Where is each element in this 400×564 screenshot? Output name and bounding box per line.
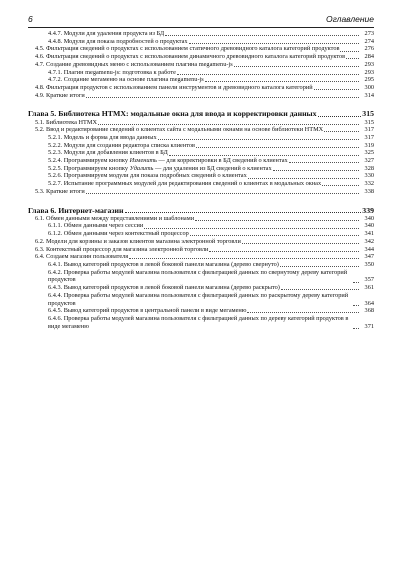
toc-page-number: 344 <box>364 245 374 253</box>
toc-entry[interactable] <box>28 180 374 188</box>
toc-entry-title: 4.4.7. Модули для удаления продукта из БД <box>48 30 165 37</box>
toc-entry-title: 4.4.8. Модули для показа подробностей о продуктах <box>48 37 188 45</box>
dot-leader <box>318 116 362 117</box>
toc-entry[interactable] <box>28 230 374 238</box>
toc-entry[interactable] <box>28 61 374 69</box>
toc-entry-title: 4.7.2. Создание мегаменю на основе плагина megamenu-js <box>48 76 204 84</box>
toc-entry[interactable] <box>28 284 374 292</box>
toc-page-number: 328 <box>364 164 374 172</box>
dot-leader <box>248 178 359 179</box>
dot-leader <box>158 139 359 140</box>
toc-page-number: 340 <box>364 222 374 230</box>
toc-page-number: 274 <box>364 37 374 45</box>
toc-page-number: 293 <box>364 60 374 68</box>
toc-entry-title <box>48 165 272 173</box>
table-of-contents <box>28 30 374 330</box>
toc-entry[interactable] <box>28 30 374 38</box>
dot-leader <box>281 289 359 290</box>
toc-page-number: 317 <box>364 126 374 134</box>
toc-entry-title: 4.7. Создание древовидных меню с использованием плагина megamenu-js <box>35 60 233 68</box>
toc-entry-title: 5.2.6. Программируем модули для показа подробных сведений о клиентах <box>48 172 247 180</box>
dot-leader <box>324 131 359 132</box>
dot-leader <box>289 162 359 163</box>
toc-entry[interactable] <box>28 307 374 315</box>
toc-entry-title: 6.4.6. Проверка работы модулей магазина пользователя с фильтрацией данных по дереву категорий продуктов в виде мегаменю <box>48 314 349 330</box>
dot-leader <box>273 170 359 171</box>
toc-entry[interactable] <box>28 134 374 142</box>
toc-entry-title: 5.2. Ввод и редактирование сведений о клиентах сайта с модальными окнами на основе библиотеки HTMX <box>35 126 324 134</box>
dot-leader <box>190 235 359 236</box>
toc-entry[interactable] <box>28 188 374 196</box>
dot-leader <box>86 97 359 98</box>
toc-entry[interactable] <box>28 119 374 127</box>
toc-entry-title-part: — для корректировки в БД сведений о клиентах <box>156 157 288 165</box>
toc-entry-title: 5.3. Краткие итоги <box>35 187 85 195</box>
toc-entry-title: 6.1.2. Обмен данными через контекстный процессор <box>48 230 189 238</box>
toc-entry-title: 5.2.3. Модули для добавления клиентов в БД <box>48 149 168 157</box>
toc-entry-title: 6.4.4. Проверка работы модулей магазина пользователя с фильтрацией данных по раскрытому дереву категорий продуктов <box>48 291 349 307</box>
toc-entry[interactable] <box>28 157 374 165</box>
toc-entry[interactable] <box>28 261 374 269</box>
toc-entry-title: 5.2.1. Модель и форма для ввода данных <box>48 133 157 141</box>
toc-entry-title: 6.2. Модели для корзины и заказов клиентов магазина электронной торговли <box>35 237 241 245</box>
dot-leader <box>165 35 359 36</box>
toc-entry[interactable] <box>28 215 374 223</box>
toc-entry-title: 6.1.1. Обмен данными через сессии <box>48 222 144 230</box>
toc-entry-button-name: Удалить <box>129 164 154 172</box>
toc-page-number: 319 <box>364 141 374 149</box>
running-section-title: Оглавление <box>325 14 374 24</box>
toc-entry[interactable] <box>28 172 374 180</box>
dot-leader <box>129 258 359 259</box>
page-number: 6 <box>28 14 33 24</box>
toc-entry-title: 5.2.7. Испытание программных модулей для редактирования сведений о клиентах в модальных окнах <box>48 180 322 188</box>
toc-entry[interactable] <box>28 165 374 173</box>
toc-entry[interactable] <box>28 315 374 330</box>
toc-chapter-heading[interactable] <box>28 109 374 118</box>
toc-page-number: 342 <box>364 237 374 245</box>
toc-page-number: 339 <box>362 205 374 215</box>
toc-page-number: 364 <box>364 299 374 307</box>
toc-entry-title: 4.7.1. Плагин megamenu-js: подготовка к работе <box>48 68 176 76</box>
toc-entry[interactable] <box>28 69 374 77</box>
toc-entry-title: 5.2.2. Модули для создания редактора списка клиентов <box>48 141 196 149</box>
toc-page-number: 371 <box>364 322 374 330</box>
toc-page-number: 284 <box>364 53 374 61</box>
toc-entry[interactable] <box>28 76 374 84</box>
dot-leader <box>86 193 359 194</box>
toc-entry[interactable] <box>28 45 374 53</box>
toc-entry-title-part: — для удаления из БД сведений о клиентах <box>153 164 272 172</box>
toc-entry-title: 4.5. Фильтрация сведений о продуктах с использованием статичного древовидного каталога категорий продуктов <box>35 45 340 53</box>
toc-entry-title: Глава 5. Библиотека HTMX: модальные окна для ввода и корректировки данных <box>28 109 317 119</box>
toc-entry-title: 4.8. Фильтрация продуктов с использованием панели инструментов и древовидного каталога категорий <box>35 83 313 91</box>
toc-entry[interactable] <box>28 84 374 92</box>
toc-page-number: 340 <box>364 214 374 222</box>
dot-leader <box>189 43 359 44</box>
toc-entry[interactable] <box>28 92 374 100</box>
dot-leader <box>205 81 359 82</box>
toc-page-number: 361 <box>364 284 374 292</box>
toc-page-number: 332 <box>364 180 374 188</box>
toc-entry[interactable] <box>28 222 374 230</box>
toc-entry-title: 6.3. Контекстный процессор для магазина электронной торговли <box>35 245 209 253</box>
dot-leader <box>234 66 359 67</box>
toc-entry[interactable] <box>28 238 374 246</box>
toc-entry-title: 6.1. Обмен данными между представлениями и шаблонами <box>35 214 195 222</box>
dot-leader <box>322 185 359 186</box>
dot-leader <box>353 305 359 306</box>
toc-page-number: 273 <box>364 30 374 37</box>
dot-leader <box>209 251 359 252</box>
toc-entry[interactable] <box>28 38 374 46</box>
toc-page-number: 300 <box>364 83 374 91</box>
running-header <box>28 12 374 26</box>
toc-entry-title: Глава 6. Интернет-магазин <box>28 205 124 215</box>
dot-leader <box>169 155 359 156</box>
dot-leader <box>340 51 359 52</box>
toc-page-number: 314 <box>364 91 374 99</box>
dot-leader <box>314 89 359 90</box>
toc-page-number: 315 <box>362 109 374 119</box>
toc-entry[interactable] <box>28 246 374 254</box>
toc-entry-title: 4.6. Фильтрация сведений о продуктах с использованием динамичного древовидного каталога категорий продуктов <box>35 53 346 61</box>
toc-entry[interactable] <box>28 253 374 261</box>
dot-leader <box>98 124 359 125</box>
dot-leader <box>242 243 359 244</box>
toc-entry-title: 6.4.5. Вывод категорий продуктов в центральной панели в виде мегаменю <box>48 307 247 315</box>
chapter-spacer <box>28 196 374 206</box>
toc-page-number: 276 <box>364 45 374 53</box>
toc-page-number: 317 <box>364 133 374 141</box>
toc-entry-title-part: 5.2.5. Программируем кнопку <box>48 164 130 172</box>
toc-entry-title: 6.4. Создаем магазин пользователя <box>35 253 129 261</box>
toc-page-number: 325 <box>364 149 374 157</box>
toc-page-number: 341 <box>364 230 374 238</box>
toc-page-number: 295 <box>364 76 374 84</box>
toc-page-number: 350 <box>364 260 374 268</box>
dot-leader <box>177 74 359 75</box>
dot-leader <box>195 220 359 221</box>
toc-page-number: 327 <box>364 157 374 165</box>
dot-leader <box>144 228 359 229</box>
dot-leader <box>125 212 362 213</box>
dot-leader <box>353 282 359 283</box>
toc-entry-title: 6.4.3. Вывод категорий продуктов в левой боковой панели магазина (дерево раскрыто) <box>48 284 280 292</box>
toc-page-number: 330 <box>364 172 374 180</box>
dot-leader <box>346 58 359 59</box>
toc-entry-title <box>48 157 288 165</box>
dot-leader <box>280 266 359 267</box>
toc-entry[interactable] <box>28 142 374 150</box>
toc-page-number: 338 <box>364 187 374 195</box>
toc-page-number: 347 <box>364 253 374 261</box>
toc-page-number: 315 <box>364 118 374 126</box>
toc-page-number: 357 <box>364 276 374 284</box>
toc-page-number: 368 <box>364 307 374 315</box>
toc-entry-title-part: 5.2.4. Программируем кнопку <box>48 157 130 165</box>
header-rule <box>28 27 374 28</box>
toc-page-number: 293 <box>364 68 374 76</box>
chapter-spacer <box>28 99 374 109</box>
toc-entry[interactable] <box>28 149 374 157</box>
toc-entry-title: 6.4.1. Вывод категорий продуктов в левой боковой панели магазина (дерево свернуто) <box>48 260 279 268</box>
toc-entry[interactable] <box>28 269 374 284</box>
dot-leader <box>353 328 359 329</box>
toc-chapter-heading[interactable] <box>28 206 374 215</box>
dot-leader <box>196 147 359 148</box>
toc-entry-title: 4.9. Краткие итоги <box>35 91 85 99</box>
toc-entry-title: 5.1. Библиотека HTMX <box>35 118 98 126</box>
toc-entry-title: 6.4.2. Проверка работы модулей магазина пользователя с фильтрацией данных по свернутому дереву категорий продуктов <box>48 268 348 284</box>
toc-entry[interactable] <box>28 53 374 61</box>
dot-leader <box>247 312 359 313</box>
toc-entry[interactable] <box>28 292 374 307</box>
toc-entry[interactable] <box>28 126 374 134</box>
toc-entry-button-name: Изменить <box>129 157 157 165</box>
